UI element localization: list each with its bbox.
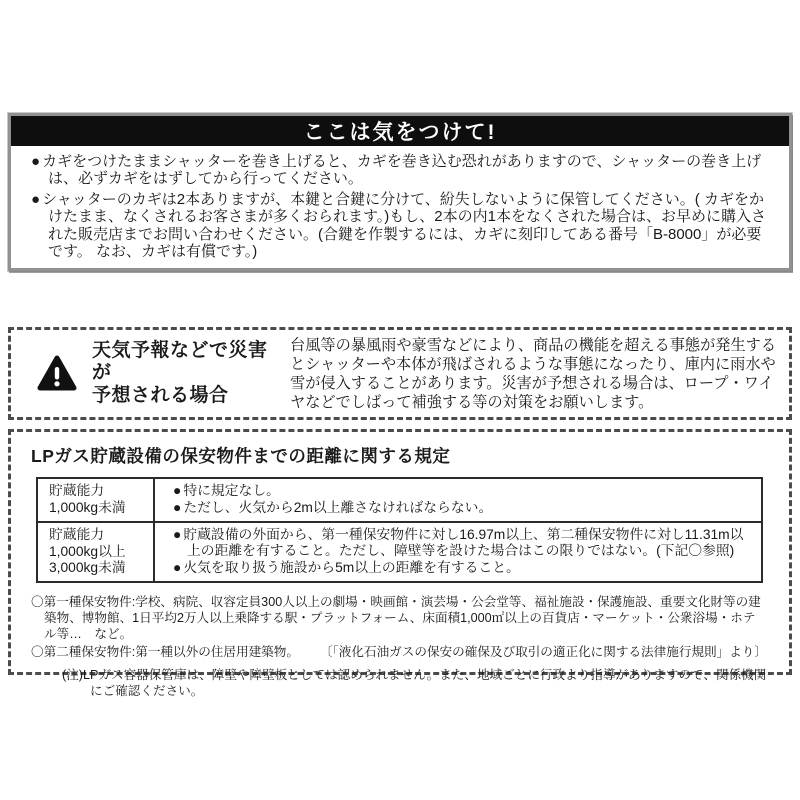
circle-marker-icon: 〇 (31, 594, 44, 609)
caution-title-bar (11, 116, 789, 146)
caution-body (11, 146, 789, 260)
lpgas-footnotes (31, 594, 767, 660)
footnote-second-class (31, 644, 767, 660)
rules-cell (155, 523, 761, 581)
note-label: (注) (62, 667, 83, 682)
capacity-line: 貯蔵能力 (49, 527, 105, 543)
footnote-first-class (31, 594, 767, 642)
bullet-icon: ● (173, 526, 184, 542)
table-row (38, 479, 761, 521)
bullet-icon: ● (173, 499, 184, 515)
caution-bullet-2-text: シャッターのカギは2本ありますが、本鍵と合鍵に分けて、紛失しないように保管してください。( カギをかけたまま、なくされるお客さまが多くおられます。)もし、2本の内1本をなくされた場合は、お早めに購入された販売店までお問い合わせください。(合鍵を作製するには、カギに刻印してある番号「B-8000」が必要です。 なお、カギは有償です。) (42, 190, 766, 261)
rule-text: 火気を取り扱う施設から5m以上の距離を有すること。 (183, 560, 520, 576)
bullet-icon: ● (173, 483, 184, 498)
lpgas-distance-table (36, 477, 763, 583)
weather-heading-line2: 予想される場合 (92, 384, 229, 406)
capacity-cell (38, 479, 155, 521)
rule-item (173, 500, 751, 517)
rule-item (173, 560, 751, 577)
caution-section (8, 113, 792, 271)
lpgas-note (62, 667, 767, 699)
bullet-icon: ● (31, 190, 43, 208)
rule-text: ただし、火気から2m以上離さなければならない。 (183, 499, 493, 515)
footnote-source: 〔「液化石油ガスの保安の確保及び取引の適正化に関する法律施行規則」より〕 (319, 644, 767, 659)
caution-bullet-1-text: カギをつけたままシャッターを巻き上げると、カギを巻き込む恐れがありますので、シャッターの巻き上げは、必ずカギをはずしてから行ってください。 (42, 153, 762, 188)
capacity-line: 1,000kg未満 (49, 499, 126, 515)
bullet-icon: ● (31, 153, 43, 170)
table-row (38, 521, 761, 581)
capacity-line: 3,000kg未満 (49, 560, 126, 576)
capacity-cell (38, 523, 155, 581)
caution-title-text: ここは気をつけて! (303, 121, 497, 144)
rules-cell (155, 479, 761, 521)
capacity-line: 1,000kg以上 (49, 543, 126, 559)
lpgas-regulation-section (8, 429, 792, 698)
footnote-text: 第二種保安物件:第一種以外の住居用建築物。 (43, 644, 299, 659)
note-text: LPガス容器保管庫は、障壁や障壁板としては認められません。また、地域ごとに行政より指導がありますので、関係機関にご確認ください。 (82, 667, 767, 698)
circle-marker-icon: 〇 (31, 644, 44, 659)
rule-text: 貯蔵設備の外面から、第一種保安物件に対し16.97m以上、第二種保安物件に対し11.31m以上の距離を有すること。ただし、障壁等を設けた場合はこの限りではない。(下記〇参照) (183, 526, 744, 559)
lpgas-section-title: LPガス貯蔵設備の保安物件までの距離に関する規定 (31, 446, 451, 466)
capacity-line: 貯蔵能力 (49, 483, 105, 499)
weather-warning-section (8, 327, 792, 420)
footnote-text: 第一種保安物件:学校、病院、収容定員300人以上の劇場・映画館・演芸場・公会堂等、福祉施設・保護施設、重要文化財等の建築物、博物館、1日平均2万人以上乗降する駅・プラットフォーム、床面積1,000㎡以上の百貨店・マーケット・公衆浴場・ホテル等… など。 (43, 594, 761, 641)
caution-bullet-2 (31, 191, 775, 261)
footnote-left (31, 644, 299, 660)
weather-heading-line1: 天気予報などで災害が (92, 339, 268, 384)
warning-triangle-icon (35, 355, 79, 393)
weather-body-text: 台風等の暴風雨や豪雪などにより、商品の機能を超える事態が発生するとシャッターや本体が飛ばされるような事態になったり、庫内に雨水や雪が侵入することがあります。災害が予想される場合は、ロープ・ワイヤなどでしばって補強する等の対策をお願いします。 (290, 336, 776, 411)
rule-text: 特に規定なし。 (183, 483, 280, 498)
rule-item (173, 527, 751, 561)
rule-item (173, 483, 751, 500)
weather-heading (92, 340, 272, 408)
bullet-icon: ● (173, 560, 184, 576)
caution-bullet-1 (31, 153, 775, 188)
